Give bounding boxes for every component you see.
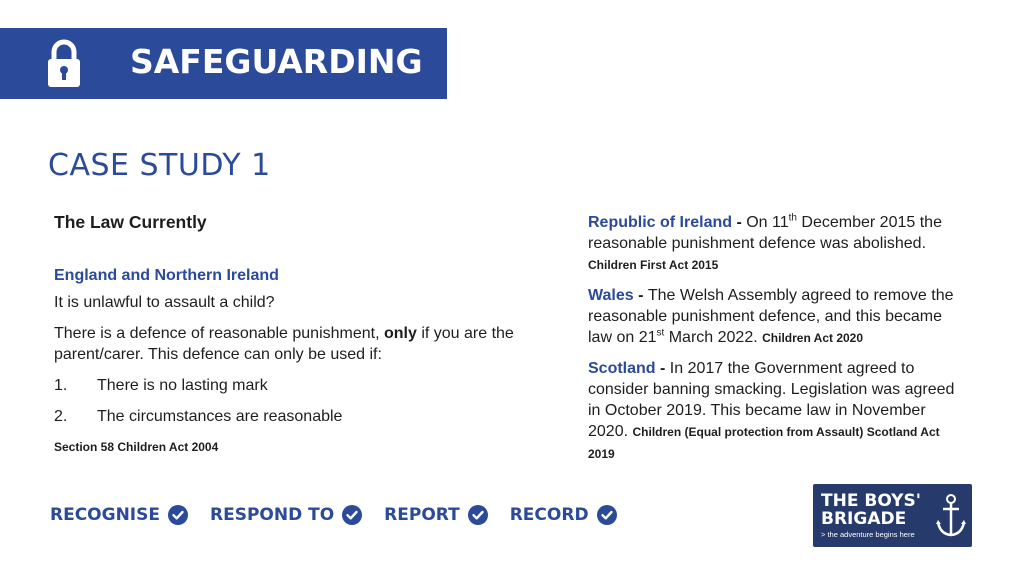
separator: -	[633, 287, 648, 304]
wales-act: Children Act 2020	[762, 331, 864, 345]
wales-text-end: March 2022.	[664, 329, 763, 346]
step-label: RESPOND TO	[210, 505, 335, 525]
step-respond	[210, 505, 362, 525]
defence-text-start: There is a defence of reasonable punishment,	[54, 325, 384, 342]
wales-text-start: The Welsh Assembly agreed to remove the reasonable punishment defence, and this became law on 21	[588, 287, 954, 346]
lock-icon	[46, 38, 82, 88]
section-reference: Section 58 Children Act 2004	[54, 440, 219, 454]
separator: -	[655, 360, 670, 377]
check-circle-icon	[168, 505, 188, 525]
left-column	[54, 212, 514, 458]
anchor-crest-icon	[935, 492, 967, 540]
check-circle-icon	[597, 505, 617, 525]
list-text: There is no lasting mark	[97, 377, 268, 394]
defence-text	[54, 323, 514, 365]
logo-line2: BRIGADE	[821, 509, 907, 529]
scotland-act: Children (Equal protection from Assault) Scotland Act 2019	[588, 425, 940, 461]
step-label: RECORD	[509, 505, 589, 525]
list-item	[54, 406, 514, 427]
page-title: CASE STUDY 1	[48, 148, 271, 183]
roi-text-start: On 11	[746, 214, 789, 231]
roi-text-end: December 2015 the reasonable punishment defence was abolished.	[588, 214, 942, 252]
ordinal-suffix: th	[788, 212, 797, 224]
roi-block	[588, 212, 958, 276]
roi-name: Republic of Ireland	[588, 214, 733, 231]
step-label: RECOGNISE	[50, 505, 160, 525]
ordinal-suffix: st	[656, 327, 665, 339]
step-recognise	[50, 505, 188, 525]
banner-title: SAFEGUARDING	[130, 42, 423, 81]
scotland-block	[588, 358, 958, 465]
check-circle-icon	[468, 505, 488, 525]
list-number: 1.	[54, 377, 68, 394]
wales-name: Wales	[588, 287, 634, 304]
separator: -	[732, 214, 747, 231]
step-report	[384, 505, 488, 525]
right-column	[588, 212, 958, 474]
region-heading: England and Northern Ireland	[54, 267, 279, 284]
roi-act: Children First Act 2015	[588, 258, 719, 272]
header-banner	[0, 28, 447, 99]
step-record	[510, 505, 617, 525]
footer-steps	[50, 505, 639, 525]
defence-emphasis: only	[383, 325, 417, 342]
scotland-name: Scotland	[588, 360, 656, 377]
step-label: REPORT	[384, 505, 460, 525]
defence-text-end: if you are the parent/carer. This defence can only be used if:	[54, 325, 514, 363]
list-number: 2.	[54, 408, 68, 425]
question-text: It is unlawful to assault a child?	[54, 294, 275, 311]
logo-tagline: > the adventure begins here	[821, 530, 915, 539]
list-item	[54, 375, 514, 396]
scotland-text: In 2017 the Government agreed to consider banning smacking. Legislation was agreed in October 2019. This became law in November 2020.	[588, 360, 955, 440]
logo-line1: THE BOYS'	[821, 491, 921, 511]
law-heading: The Law Currently	[54, 212, 207, 232]
list-text: The circumstances are reasonable	[97, 408, 343, 425]
boys-brigade-logo	[813, 484, 972, 547]
check-circle-icon	[342, 505, 362, 525]
wales-block	[588, 285, 958, 349]
